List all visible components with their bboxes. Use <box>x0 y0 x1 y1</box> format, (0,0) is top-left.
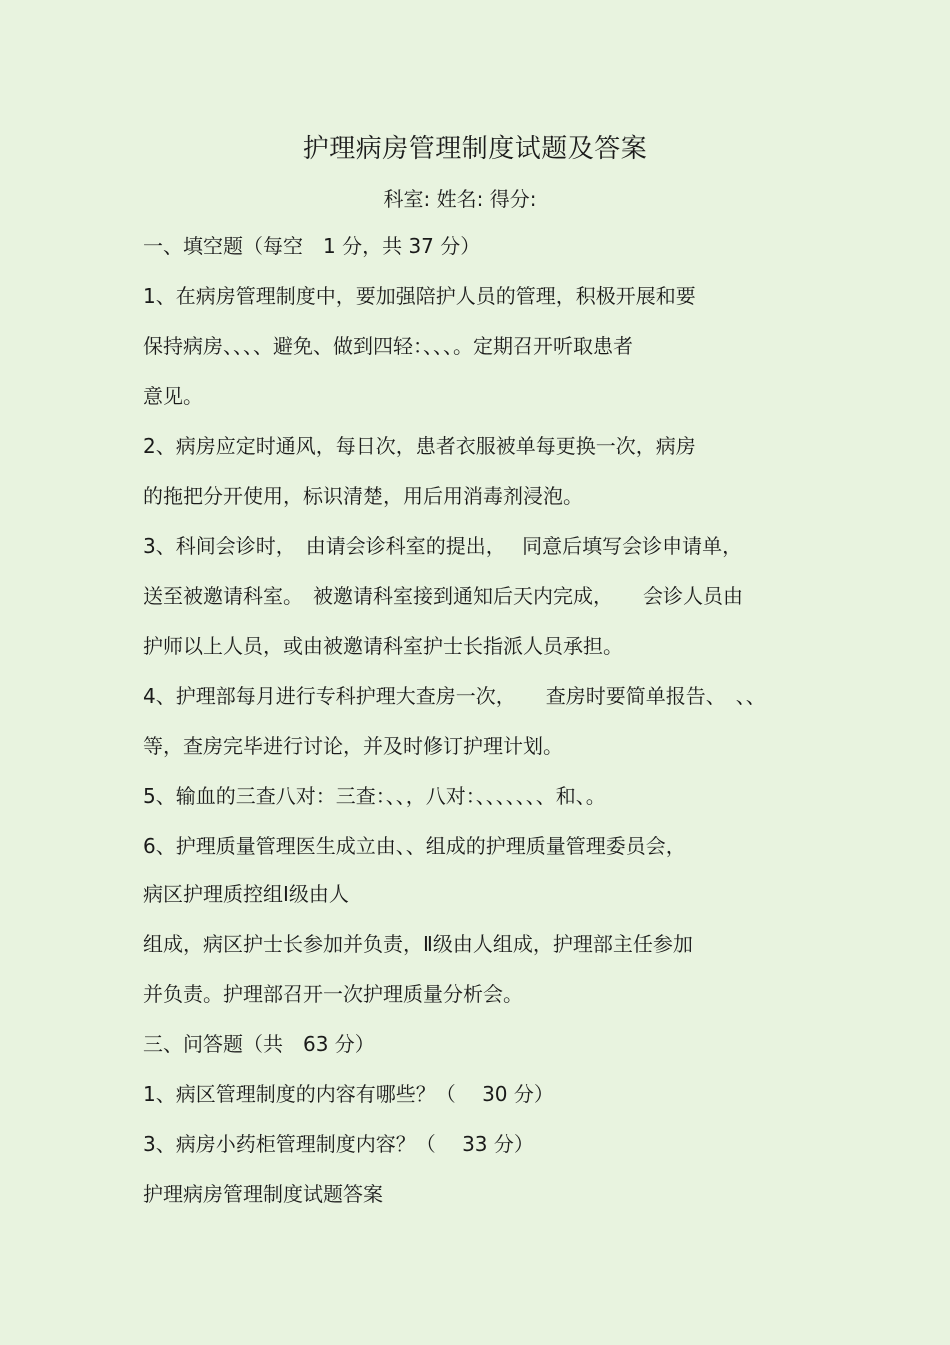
question-line: 5、输血的三查八对：三查：、、，八对：、、、、、、、和、。 <box>143 784 606 808</box>
question-line: 4、护理部每月进行专科护理大查房一次， 查房时要简单报告、 、、 <box>143 684 766 708</box>
document-title: 护理病房管理制度试题及答案 <box>302 134 648 164</box>
question-line: 1、病区管理制度的内容有哪些？（ 30 分） <box>143 1082 554 1106</box>
question-line: 护师以上人员，或由被邀请科室护士长指派人员承担。 <box>143 634 623 658</box>
question-line: 的拖把分开使用，标识清楚，用后用消毒剂浸泡。 <box>143 484 583 508</box>
question-line: 病区护理质控组Ⅰ级由人 <box>143 882 349 906</box>
answers-heading: 护理病房管理制度试题答案 <box>143 1182 383 1206</box>
section-heading-fill-blank: 一、填空题（每空 1 分，共 37 分） <box>143 234 481 258</box>
question-line: 组成，病区护士长参加并负责，Ⅱ级由人组成，护理部主任参加 <box>143 932 693 956</box>
question-line: 6、护理质量管理医生成立由、、组成的护理质量管理委员会， <box>143 834 686 858</box>
question-line: 保持病房、、、、避免、做到四轻：、、、。定期召开听取患者 <box>143 334 633 358</box>
question-line: 等，查房完毕进行讨论，并及时修订护理计划。 <box>143 734 563 758</box>
question-line: 1、在病房管理制度中，要加强陪护人员的管理，积极开展和要 <box>143 284 696 308</box>
question-line: 2、病房应定时通风，每日次，患者衣服被单每更换一次，病房 <box>143 434 696 458</box>
question-line: 3、科间会诊时， 由请会诊科室的提出， 同意后填写会诊申请单， <box>143 534 743 558</box>
section-heading-qa: 三、问答题（共 63 分） <box>143 1032 375 1056</box>
document-subtitle: 科室: 姓名: 得分: <box>383 187 537 211</box>
question-line: 并负责。护理部召开一次护理质量分析会。 <box>143 982 523 1006</box>
question-line: 送至被邀请科室。 被邀请科室接到通知后天内完成， 会诊人员由 <box>143 584 743 608</box>
question-line: 3、病房小药柜管理制度内容？（ 33 分） <box>143 1132 534 1156</box>
question-line: 意见。 <box>143 384 203 408</box>
